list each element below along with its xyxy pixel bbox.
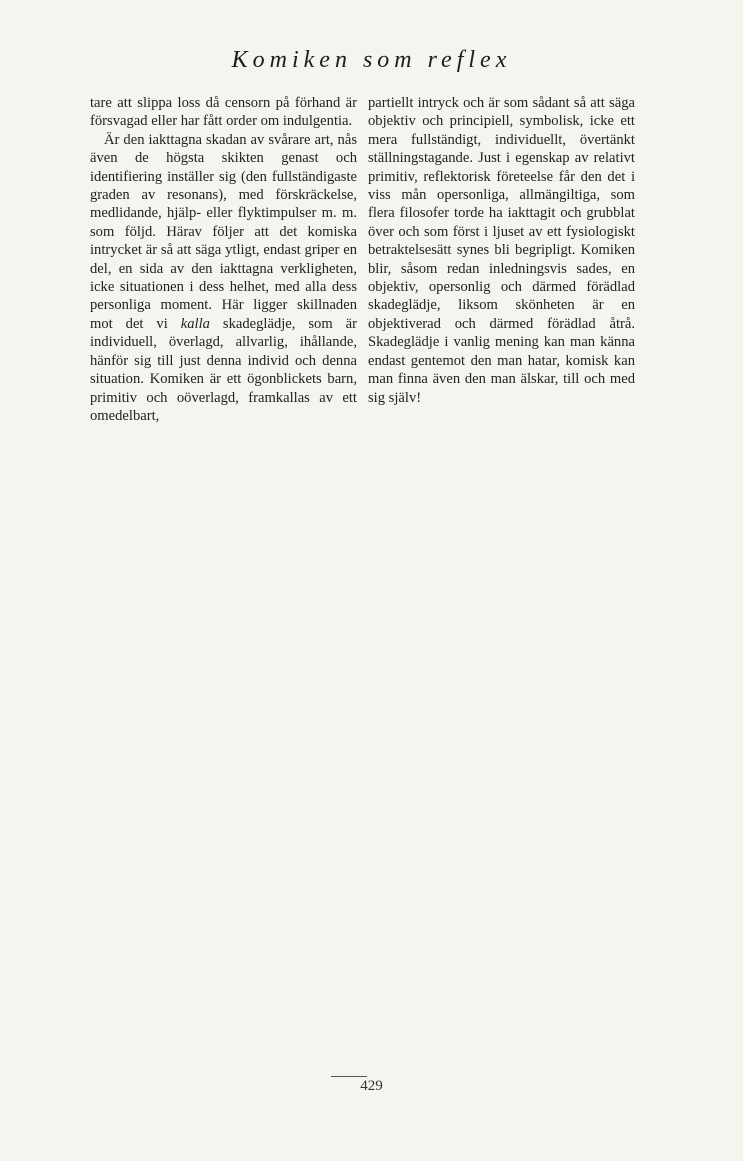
page-number-rule — [331, 1076, 367, 1077]
right-paragraph-1: partiellt intryck och är som sådant så att säga objektiv och principiell, symbolisk, icke ett mera fullständigt, individuellt, övertänkt ställningstagande. Just i egenskap av relativt primitiv, reflektorisk företeelse får den det i viss mån opersonliga, allmängiltiga, som flera filosofer torde ha iakttagit och grubblat över och som först i ljuset av ett fysiologiskt betraktelsesätt synes bli begripligt. Komiken blir, såsom redan inledningsvis sades, en objektiv, opersonlig och därmed förädlad skadeglädje, liksom skönheten är en objektiverad och därmed förädlad åtrå. Skadeglädje i vanlig mening kan man känna endast gentemot den man hatar, komisk kan man finna även den man älskar, till och med sig själv! — [368, 95, 635, 406]
left-text-column — [90, 94, 357, 425]
left-paragraph-1: tare att slippa loss då censorn på förhand är försvagad eller har fått order om indulgentia. — [90, 95, 357, 130]
left-paragraph-2-end: skadeglädje, som är individuell, överlagd, allvarlig, ihållande, hänför sig till just denna individ och denna situation. Komiken är ett ögonblickets barn, primitiv och oöverlagd, framkallas av ett omedelbart, — [90, 315, 357, 424]
page-number: 429 — [360, 1078, 383, 1094]
right-text-column — [368, 94, 635, 407]
running-head: Komiken som reflex — [231, 47, 512, 73]
left-paragraph-2-start: Är den iakttagna skadan av svårare art, nås även de högsta skikten genast och identifiering inställer sig (den fullständigaste graden av resonans), med förskräckelse, medlidande, hjälp- eller flyktimpulser m. m. som följd. Härav följer att det komiska intrycket är så att säga ytligt, endast griper en del, en sida av den iakttagna verkligheten, icke situationen i dess helhet, med alla dess personliga moment. Här ligger skillnaden mot det vi — [90, 131, 357, 332]
emphasized-word: kalla — [180, 315, 210, 332]
left-paragraph-2 — [90, 131, 357, 426]
